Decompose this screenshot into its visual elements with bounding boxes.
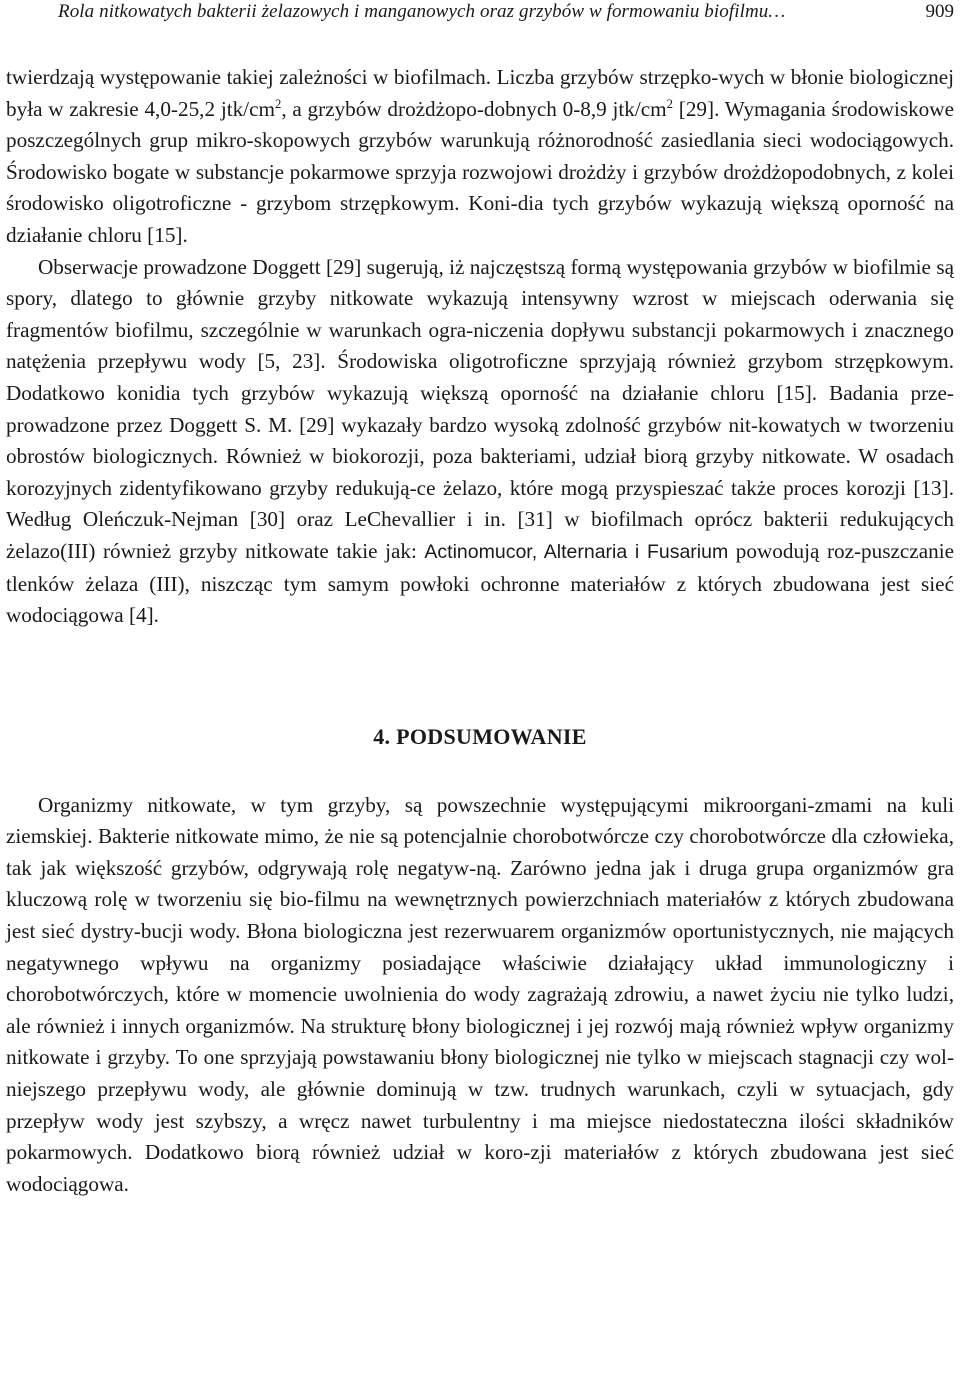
author-name: Oleńczuk-Nejman [82, 507, 239, 532]
paragraph-text: [30] oraz LeChevallier i in. [31] w biofilmach oprócz bakterii redukujących żelazo(III) również grzyby nitkowate takie jak: [6, 507, 955, 563]
paragraph-text: twierdzają występowanie takiej zależności w biofilmach. Liczba grzybów strzępko-wych w błonie biologicznej była w zakresie 4,0-25,2 jtk/cm [6, 65, 954, 121]
paragraph-text: powodują roz-puszczanie tlenków żelaza (III), niszcząc tym samym powłoki ochronne materiałów z których zbudowana jest sieć wodociągowa [4]. [6, 538, 954, 628]
page-number: 909 [925, 1, 954, 22]
section-heading: 4. PODSUMOWANIE [373, 723, 587, 749]
document-page [6, 0, 954, 1200]
paragraph-text: [29]. Wymagania środowiskowe poszczególnych grup mikro-skopowych grzybów warunkują różnorodność zasiedlania sieci wodociągowych. Środowisko bogate w substancje pokarmowe sprzyja rozwojowi drożdży i grzybów drożdżopodobnych, z kolei środowisko oligotroficzne - grzybom strzępkowym. Koni-dia tych grzybów wykazują większą oporność na działanie chloru [15]. [6, 96, 954, 247]
body-paragraph-continued [6, 62, 954, 252]
summary-paragraph: Organizmy nitkowate, w tym grzyby, są powszechnie występującymi mikroorgani-zmami na kuli ziemskiej. Bakterie nitkowate mimo, że nie są potencjalnie chorobotwórcze czy chorobotwórcze dla człowieka, tak jak większość grzybów, odgrywają rolę negatyw-ną. Zarówno jedna jak i druga grupa organizmów gra kluczową rolę w tworzeniu się bio-filmu na wewnętrznych powierzchniach materiałów z których zbudowana jest sieć dystry-bucji wody. Błona biologiczna jest rezerwuarem organizmów oportunistycznych, nie mających negatywnego wpływu na organizmy posiadające właściwie działający układ immunologiczny i chorobotwórczych, które w momencie uwolnienia do wody zagrażają zdrowiu, a nawet życiu nie tylko ludzi, ale również i innych organizmów. Na strukturę błony biologicznej i jej rozwój mają również wpływ organizmy nitkowate i grzyby. To one sprzyjają powstawaniu błony biologicznej nie tylko w miejscach stagnacji czy wol-niejszego przepływu wody, ale głównie dominują w tzw. trudnych warunkach, czyli w sytuacjach, gdy przepływ wody jest szybszy, a wręcz nawet turbulentny i ma miejsce niedostateczna ilości składników pokarmowych. Dodatkowo biorą również udział w koro-zji materiałów z których zbudowana jest sieć wodociągowa. [6, 792, 954, 1196]
body-paragraph [6, 252, 954, 632]
paragraph-text: , a grzybów drożdżopo-dobnych 0-8,9 jtk/cm [281, 96, 667, 121]
genus-names: Actinomucor, Alternaria i Fusarium [424, 540, 729, 563]
running-title: Rola nitkowatych bakterii żelazowych i manganowych oraz grzybów w formowaniu biofilmu… [58, 1, 786, 22]
superscript: 2 [666, 96, 674, 111]
paragraph-text: Obserwacje prowadzone Doggett [29] sugerują, iż najczęstszą formą występowania grzybów w biofilmie są spory, dlatego to głównie grzyby nitkowate wykazują intensywny wzrost w miejscach oderwania się fragmentów biofilmu, szczególnie w warunkach ogra-niczenia dopływu substancji pokarmowych i znacznego natężenia przepływu wody [5, 23]. Środowiska oligotroficzne sprzyjają również grzybom strzępkowym. Dodatkowo konidia tych grzybów wykazują większą oporność na działanie chloru [15]. Badania prze-prowadzone przez Doggett S. M. [29] wykazały bardzo wysoką zdolność grzybów nit-kowatych w tworzeniu obrostów biologicznych. Również w biokorozji, poza bakteriami, udział biorą grzyby nitkowate. W osadach korozyjnych zidentyfikowano grzyby redukują-ce żelazo, które mogą przyspieszać także proces korozji [13]. Według [6, 254, 954, 532]
running-header [6, 0, 954, 40]
superscript: 2 [274, 96, 282, 111]
